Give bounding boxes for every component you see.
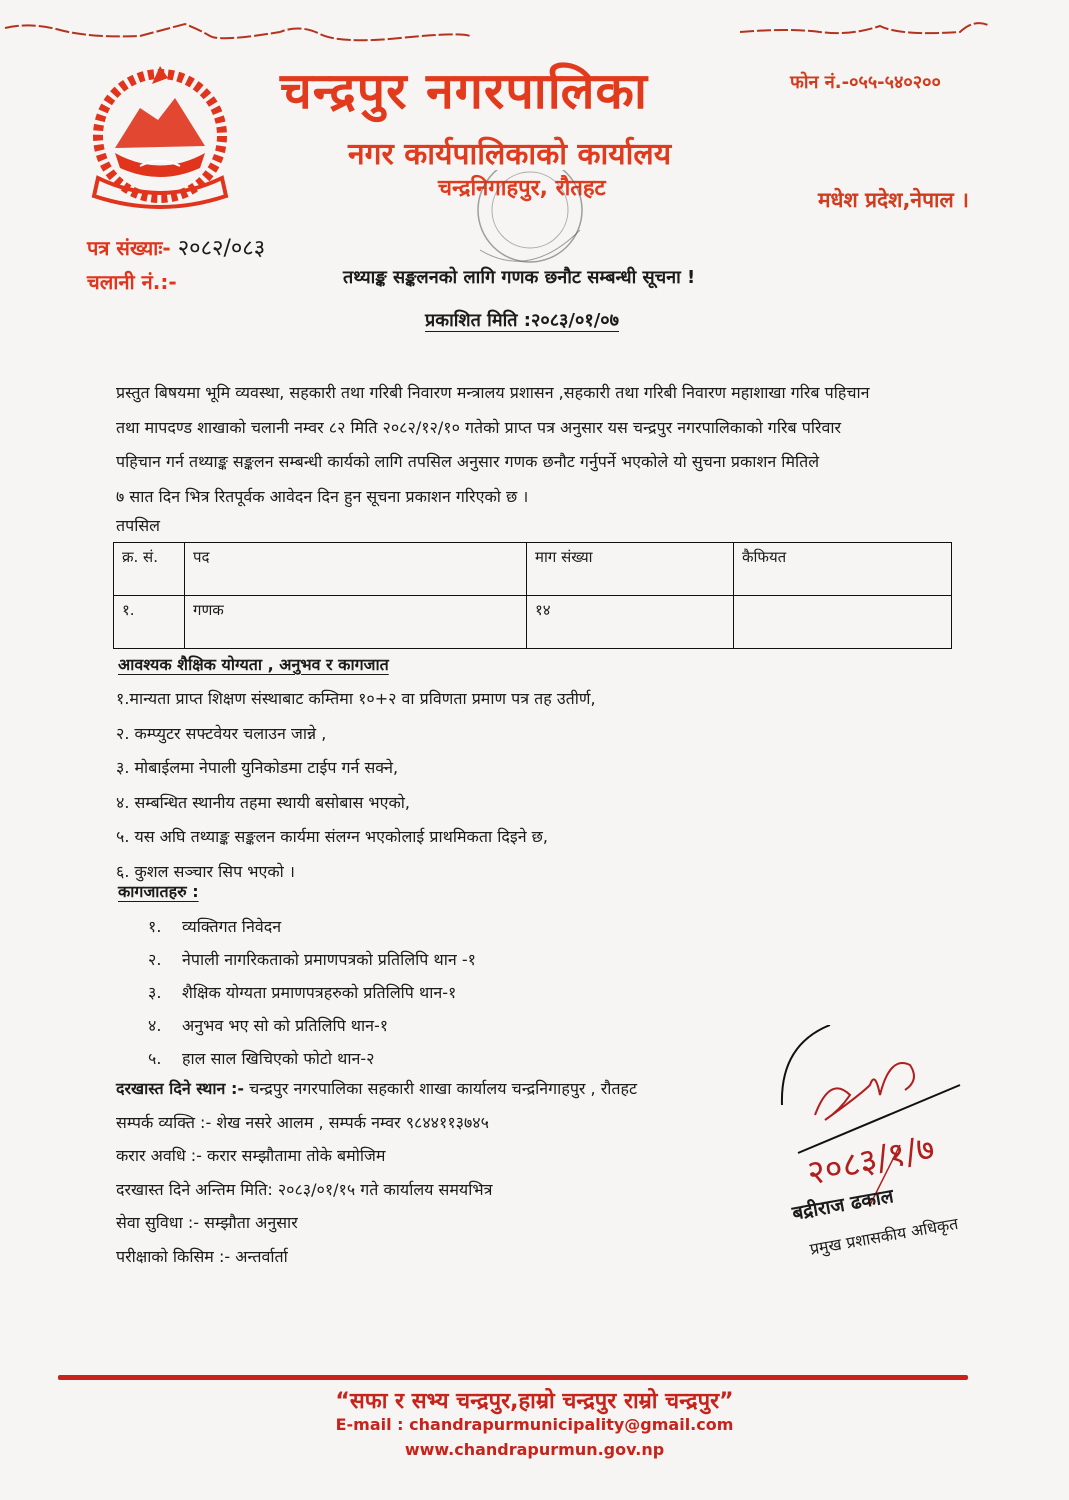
list-item — [148, 976, 476, 1009]
body-paragraph — [116, 376, 966, 514]
header-serial: क्र. सं. — [114, 543, 185, 596]
info-deadline — [116, 1173, 637, 1207]
office-address: चन्द्रनिगाहपुर, रौतहट — [438, 176, 606, 201]
info-benefits — [116, 1206, 637, 1240]
letter-number-label: पत्र संख्याः- — [87, 236, 171, 260]
footer-email[interactable]: E-mail : chandrapurmunicipality@gmail.com — [335, 1415, 734, 1434]
list-item — [148, 1009, 476, 1042]
list-item: २. कम्प्युटर सफ्टवेयर चलाउन जान्ने , — [116, 723, 327, 743]
info-label: सेवा सुविधा :- — [116, 1213, 200, 1232]
nepal-emblem-icon — [80, 58, 240, 218]
item-text: शैक्षिक योग्यता प्रमाणपत्रहरुको प्रतिलिपि थान-१ — [182, 983, 457, 1002]
info-label: दरखास्त दिने अन्तिम मिति: — [116, 1179, 273, 1199]
list-item — [148, 943, 476, 976]
dispatch-number-label: चलानी नं.:- — [87, 270, 177, 294]
info-contact-person — [116, 1106, 637, 1140]
signatory-designation: प्रमुख प्रशासकीय अधिकृत — [808, 1213, 960, 1259]
info-value: सम्झौता अनुसार — [199, 1213, 298, 1232]
positions-table — [113, 542, 952, 649]
province-country: मधेश प्रदेश,नेपाल । — [818, 188, 969, 212]
header-remarks: कैफियत — [734, 543, 952, 596]
cell-serial: १. — [114, 596, 185, 649]
info-exam-type — [116, 1240, 637, 1274]
municipality-name: चन्द्रपुर नगरपालिका — [280, 62, 648, 120]
paragraph-line: ७ सात दिन भित्र रितपूर्वक आवेदन दिन हुन सूचना प्रकाशन गरिएको छ । — [116, 486, 529, 506]
header-quantity: माग संख्या — [527, 543, 734, 596]
table-header-row — [114, 543, 952, 596]
item-text: अनुभव भए सो को प्रतिलिपि थान-१ — [182, 1016, 389, 1035]
info-value: चन्द्रपुर नगरपालिका सहकारी शाखा कार्यालय चन्द्रनिगाहपुर , रौतहट — [244, 1079, 638, 1098]
list-item — [148, 1042, 476, 1075]
paragraph-line: पहिचान गर्न तथ्याङ्क सङ्कलन सम्बन्धी कार्यको लागि तपसिल अनुसार गणक छनौट गर्नुपर्ने भएकोले यो सुचना प्रकाशन मितिले — [116, 452, 820, 471]
list-item: ३. मोबाईलमा नेपाली युनिकोडमा टाईप गर्न सक्ने, — [116, 758, 399, 777]
cell-quantity: १४ — [527, 596, 734, 649]
info-value: २०८३/०१/१५ गते कार्यालय समयभित्र — [272, 1179, 493, 1199]
documents-list — [148, 910, 476, 1075]
signature-date: २०८३/१/७ — [803, 1127, 939, 1194]
footer-website[interactable]: www.chandrapurmun.gov.np — [404, 1440, 665, 1459]
list-item: १.मान्यता प्राप्त शिक्षण संस्थाबाट कम्तिमा १०+२ वा प्रविणता प्रमाण पत्र तह उतीर्ण, — [116, 689, 596, 708]
paragraph-line: प्रस्तुत बिषयमा भूमि व्यवस्था, सहकारी तथा गरिबी निवारण मन्त्रालय प्रशासन ,सहकारी तथा गरिबी निवारण महाशाखा गरिब पहिचान — [116, 383, 870, 402]
item-text: हाल साल खिचिएको फोटो थान-२ — [182, 1049, 375, 1068]
phone-number: फोन नं.-०५५-५४०२०० — [790, 72, 941, 93]
info-application-place — [116, 1072, 637, 1106]
info-value: करार सम्झौतामा तोके बमोजिम — [201, 1146, 386, 1165]
item-number: २. — [148, 950, 162, 969]
documents-heading: कागजातहरु : — [118, 882, 199, 901]
notice-title: तथ्याङ्क सङ्कलनको लागि गणक छनौट सम्बन्धी सूचना ! — [343, 267, 696, 288]
item-number: ३. — [148, 983, 162, 1002]
list-item: ६. कुशल सञ्चार सिप भएको । — [116, 861, 295, 881]
list-item: ४. सम्बन्धित स्थानीय तहमा स्थायी बसोबास भएको, — [116, 792, 411, 812]
top-border-line — [0, 10, 1069, 50]
qualifications-heading: आवश्यक शैक्षिक योग्यता , अनुभव र कागजात — [118, 655, 389, 674]
info-label: सम्पर्क व्यक्ति :- — [116, 1112, 212, 1132]
letter-number — [87, 232, 265, 262]
details-label: तपसिल — [116, 516, 161, 535]
info-label: करार अवधि :- — [116, 1146, 202, 1165]
info-value: अन्तर्वार्ता — [230, 1246, 288, 1266]
qualifications-list — [116, 682, 596, 889]
list-item — [148, 910, 476, 943]
item-text: नेपाली नागरिकताको प्रमाणपत्रको प्रतिलिपि थान -१ — [182, 950, 476, 969]
cell-remarks — [734, 596, 952, 649]
info-value: शेख नसरे आलम , सम्पर्क नम्वर ९८४४११३७४५ — [211, 1112, 489, 1132]
info-label: दरखास्त दिने स्थान :- — [116, 1079, 245, 1098]
application-info — [116, 1072, 637, 1273]
info-contract-period — [116, 1139, 637, 1173]
item-number: ५. — [148, 1049, 162, 1068]
footer-rule — [58, 1375, 968, 1380]
table-row — [114, 596, 952, 649]
list-item: ५. यस अघि तथ्याङ्क सङ्कलन कार्यमा संलग्न भएकोलाई प्राथमिकता दिइने छ, — [116, 827, 548, 846]
info-label: परीक्षाको किसिम :- — [116, 1246, 231, 1266]
cell-position: गणक — [185, 596, 527, 649]
header-position: पद — [185, 543, 527, 596]
office-name: नगर कार्यपालिकाको कार्यालय — [348, 137, 672, 172]
handwritten-signature — [770, 1025, 1000, 1205]
item-number: १. — [148, 917, 162, 936]
item-text: व्यक्तिगत निवेदन — [182, 917, 282, 936]
signatory-name: बद्रीराज ढकाल — [790, 1185, 896, 1225]
footer-slogan: “सफा र सभ्य चन्द्रपुर,हाम्रो चन्द्रपुर राम्रो चन्द्रपुर” — [335, 1389, 734, 1414]
item-number: ४. — [148, 1016, 162, 1035]
letter-number-value: २०८२/०८३ — [177, 236, 266, 261]
published-date: प्रकाशित मिति :२०८३/०१/०७ — [425, 310, 619, 331]
paragraph-line: तथा मापदण्ड शाखाको चलानी नम्वर ८२ मिति २०८२/१२/१० गतेको प्राप्त पत्र अनुसार यस चन्द्रपुर नगरपालिकाको गरिब परिवार — [116, 417, 842, 437]
